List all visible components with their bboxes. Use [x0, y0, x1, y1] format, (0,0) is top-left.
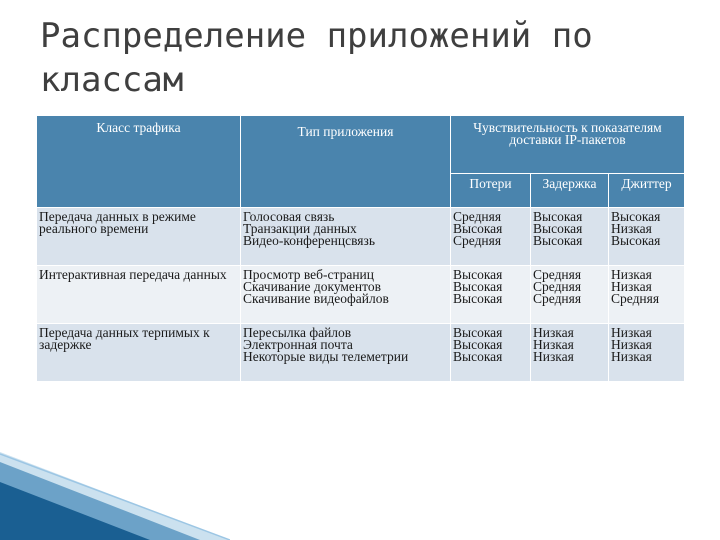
jitter-value: Низкая — [611, 279, 652, 294]
loss-value: Средняя — [453, 233, 502, 248]
table-row — [37, 324, 685, 382]
loss-value: Средняя — [453, 209, 502, 224]
loss-value: Высокая — [453, 279, 503, 294]
delay-cell — [531, 324, 609, 382]
jitter-value: Низкая — [611, 267, 652, 282]
loss-cell — [451, 208, 531, 266]
delay-value: Низкая — [533, 325, 574, 340]
delay-cell — [531, 266, 609, 324]
apps-cell — [241, 208, 451, 266]
app-item: Пересылка файлов — [243, 325, 352, 340]
jitter-value: Низкая — [611, 337, 652, 352]
loss-cell — [451, 324, 531, 382]
loss-value: Высокая — [453, 267, 503, 282]
traffic-class-cell: Интерактивная передача данных — [37, 266, 241, 324]
loss-value: Высокая — [453, 291, 503, 306]
header-delay: Задержка — [531, 174, 609, 208]
loss-value: Высокая — [453, 337, 503, 352]
loss-value: Высокая — [453, 349, 503, 364]
jitter-value: Высокая — [611, 233, 661, 248]
app-item: Просмотр веб-страниц — [243, 267, 375, 282]
jitter-value: Низкая — [611, 325, 652, 340]
traffic-class-cell: Передача данных терпимых к задержке — [37, 324, 241, 382]
app-item: Скачивание документов — [243, 279, 381, 294]
traffic-class-cell: Передача данных в режиме реального времени — [37, 208, 241, 266]
header-sensitivity: Чувствительность к показателям доставки IP-пакетов — [451, 116, 685, 174]
loss-value: Высокая — [453, 221, 503, 236]
jitter-value: Низкая — [611, 349, 652, 364]
jitter-value: Средняя — [611, 291, 660, 306]
delay-value: Низкая — [533, 349, 574, 364]
delay-value: Высокая — [533, 233, 583, 248]
delay-value: Низкая — [533, 337, 574, 352]
delay-cell — [531, 208, 609, 266]
header-jitter: Джиттер — [609, 174, 685, 208]
delay-value: Средняя — [533, 279, 582, 294]
decorative-corner-swoosh — [0, 452, 230, 540]
header-traffic-class: Класс трафика — [37, 116, 241, 208]
delay-value: Средняя — [533, 291, 582, 306]
table-row — [37, 266, 685, 324]
slide-title-line1: Распределение приложений по — [40, 16, 593, 56]
loss-value: Высокая — [453, 325, 503, 340]
slide-title — [40, 14, 700, 102]
slide-title-line2: классам — [40, 60, 184, 100]
application-classes-table — [36, 115, 685, 382]
app-item: Видео-конференцсвязь — [243, 233, 376, 248]
jitter-value: Высокая — [611, 209, 661, 224]
header-row-1 — [37, 116, 685, 174]
jitter-cell — [609, 208, 685, 266]
app-item: Скачивание видеофайлов — [243, 291, 389, 306]
header-loss: Потери — [451, 174, 531, 208]
delay-value: Высокая — [533, 209, 583, 224]
jitter-cell — [609, 324, 685, 382]
jitter-cell — [609, 266, 685, 324]
apps-cell — [241, 266, 451, 324]
app-item: Голосовая связь — [243, 209, 335, 224]
delay-value: Высокая — [533, 221, 583, 236]
app-item: Электронная почта — [243, 337, 353, 352]
loss-cell — [451, 266, 531, 324]
app-item: Некоторые виды телеметрии — [243, 349, 409, 364]
jitter-value: Низкая — [611, 221, 652, 236]
header-app-type: Тип приложения — [241, 116, 451, 208]
table-row — [37, 208, 685, 266]
delay-value: Средняя — [533, 267, 582, 282]
apps-cell — [241, 324, 451, 382]
app-item: Транзакции данных — [243, 221, 357, 236]
